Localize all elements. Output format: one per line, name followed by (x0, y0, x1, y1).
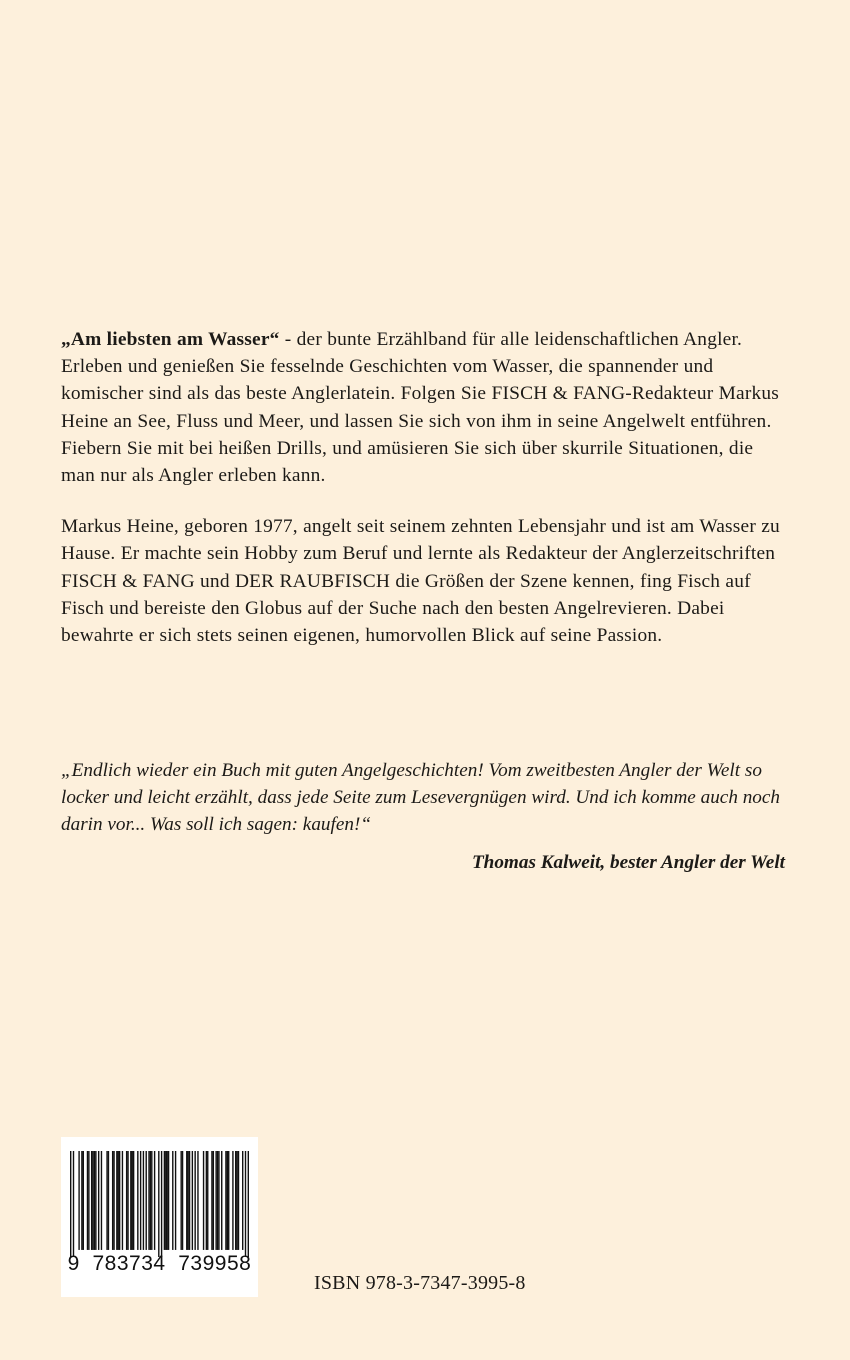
author-bio-paragraph: Markus Heine, geboren 1977, angelt seit seinem zehnten Lebensjahr und ist am Wasser zu Hause. Er machte sein Hobby zum Beruf und lernte als Redakteur der Anglerzeitschriften FISCH & FANG und DER RAUBFISCH die Größen der Szene kennen, fing Fisch auf Fisch und bereiste den Globus auf der Suche nach den besten Angelrevieren. Dabei bewahrte er sich stets seinen eigenen, humorvollen Blick auf seine Passion. (61, 516, 780, 647)
barcode-bars (70, 1151, 249, 1257)
blurb-text-column (61, 326, 785, 649)
barcode (61, 1137, 258, 1297)
endorsement-quote: „Endlich wieder ein Buch mit guten Angelgeschichten! Vom zweitbesten Angler der Welt so locker und leicht erzählt, dass jede Seite zum Lesevergnügen wird. Und ich komme auch noch darin vor... Was soll ich sagen: kaufen!“ (61, 760, 781, 835)
blurb-title-bold: „Am liebsten am Wasser“ (61, 329, 280, 350)
blurb-body-text: - der bunte Erzählband für alle leidenschaftlichen Angler. Erleben und genießen Sie fesselnde Geschichten vom Wasser, die spannender und komischer sind als das beste Anglerlatein. Folgen Sie FISCH & FANG-Redakteur Markus Heine an See, Fluss und Meer, und lassen Sie sich von ihm in seine Angelwelt entführen. Fiebern Sie mit bei heißen Drills, und amüsieren Sie sich über skurrile Situationen, die man nur als Angler erleben kann. (61, 329, 780, 487)
barcode-digits: 9 783734 739958 (67, 1252, 252, 1275)
isbn-label: ISBN 978-3-7347-3995-8 (314, 1272, 526, 1294)
endorsement-block (61, 757, 785, 876)
blurb-paragraph (61, 326, 785, 489)
endorsement-attribution: Thomas Kalweit, bester Angler der Welt (471, 852, 785, 873)
